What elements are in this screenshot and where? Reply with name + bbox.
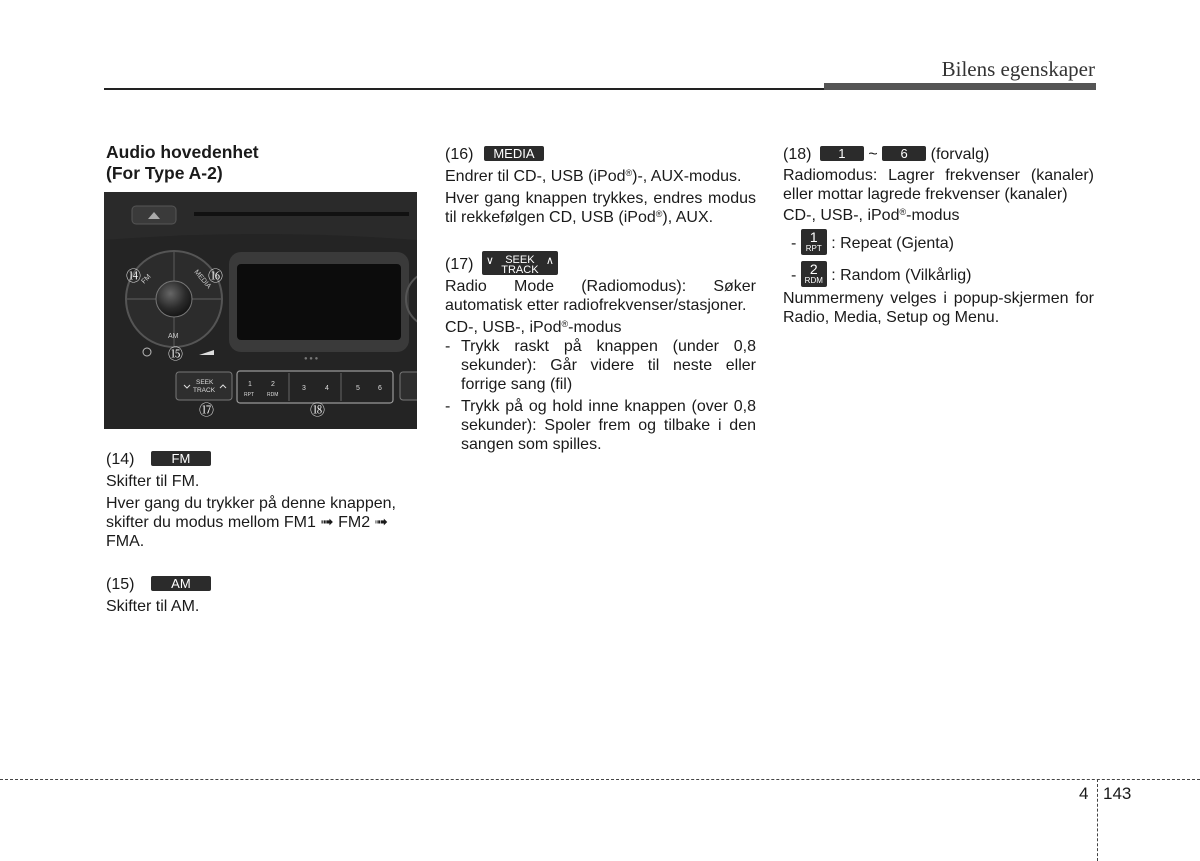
column-3 [783, 145, 1094, 327]
section-heading: Audio hovedenhet [106, 142, 259, 162]
volume-knob [156, 281, 192, 317]
media-label: MEDIA [192, 268, 213, 291]
item-15-title [106, 575, 418, 594]
item-17-text-2: CD-, USB-, iPod®-modus [445, 319, 622, 336]
seek-label: SEEK [196, 379, 214, 386]
callout-16: ⑯ [208, 267, 224, 285]
page-number: 143 [1103, 784, 1132, 803]
chevron-up-icon: ∧ [545, 255, 554, 267]
callout-18: ⑱ [310, 401, 326, 419]
next-button-edge [400, 372, 417, 400]
item-17-number: (17) [445, 256, 474, 273]
callout-14: ⑭ [126, 267, 142, 285]
preset-1-sub: RPT [244, 392, 254, 398]
column-1-body [106, 450, 418, 616]
head-unit-illustration [104, 192, 417, 429]
section-subheading: (For Type A-2) [106, 163, 223, 183]
repeat-key-icon: 1 RPT [801, 229, 827, 255]
repeat-row: - 1 RPT : Repeat (Gjenta) [791, 229, 954, 253]
running-header: Bilens egenskaper [941, 57, 1095, 81]
preset-4-label: 4 [325, 385, 329, 392]
preset-6-label: 6 [378, 385, 382, 392]
item-14-text-2: Hver gang du trykker på denne knappen, skifter du modus mellom FM1 ➟ FM2 ➟ FMA. [106, 495, 396, 550]
item-18-number: (18) [783, 146, 812, 163]
item-17-bullet-1: - Trykk raskt på knappen (under 0,8 sekunder): Går videre til neste eller forrige sang (fil) [445, 338, 756, 393]
preset-1-label: 1 [248, 381, 252, 388]
cd-slot [194, 212, 409, 216]
item-18-text-2: CD-, USB-, iPod®-modus [783, 207, 960, 224]
item-14-number: (14) [106, 451, 135, 468]
item-14-text-1: Skifter til FM. [106, 473, 200, 490]
chapter-number: 4 [1079, 784, 1089, 803]
item-14-title [106, 450, 418, 469]
am-label: AM [168, 333, 179, 340]
fm-button-icon: FM [151, 451, 211, 466]
chevron-down-icon: ∨ [485, 255, 494, 267]
item-17-bullet-2: - Trykk på og hold inne knappen (over 0,8 sekunder): Spoler frem og tilbake i den sangen som spilles. [445, 398, 756, 453]
display-screen [237, 264, 401, 340]
seek-track-button-icon: ∨ SEEK TRACK ∧ [482, 251, 558, 275]
preset-3-label: 3 [302, 385, 306, 392]
header-rule [104, 88, 824, 90]
brand-mark: ● ● ● [304, 356, 319, 362]
am-button-icon: AM [151, 576, 211, 591]
column-1 [106, 142, 418, 184]
item-16-title [445, 145, 756, 164]
random-row: - 2 RDM : Random (Vilkårlig) [791, 261, 972, 285]
item-15-number: (15) [106, 576, 135, 593]
random-key-icon: 2 RDM [801, 261, 827, 287]
callout-17: ⑰ [199, 401, 215, 419]
item-17-title [445, 251, 756, 275]
item-16-text-2: Hver gang knappen trykkes, endres modus til rekkefølgen CD, USB (iPod®), AUX. [445, 190, 756, 226]
item-16-text-1: Endrer til CD-, USB (iPod®)-, AUX-modus. [445, 168, 742, 185]
preset-5-label: 5 [356, 385, 360, 392]
footer-divider [1097, 779, 1098, 861]
footer-rule [0, 779, 1200, 780]
item-18-text-1: Radiomodus: Lagrer frekvenser (kanaler) eller mottar lagrede frekvenser (kanaler) [783, 167, 1094, 203]
preset-2-sub: RDM [267, 392, 279, 398]
preset-6-button-icon: 6 [882, 146, 926, 161]
track-label: TRACK [193, 387, 216, 394]
preset-1-button-icon: 1 [820, 146, 864, 161]
item-17-text-1: Radio Mode (Radiomodus): Søker automatisk etter radiofrekvenser/stasjoner. [445, 278, 756, 314]
fm-label: FM [140, 273, 153, 286]
preset-2-label: 2 [271, 381, 275, 388]
item-15-text-1: Skifter til AM. [106, 598, 200, 615]
header-rule-accent [824, 83, 1096, 90]
media-button-icon: MEDIA [484, 146, 544, 161]
item-18-text-3: Nummermeny velges i popup-skjermen for Radio, Media, Setup og Menu. [783, 290, 1094, 326]
item-18-title: (18) 1 ~ 6 (forvalg) [783, 146, 990, 163]
column-2 [445, 145, 756, 454]
head-unit-figure [104, 192, 417, 429]
callout-15: ⑮ [168, 345, 184, 363]
item-16-number: (16) [445, 146, 474, 163]
